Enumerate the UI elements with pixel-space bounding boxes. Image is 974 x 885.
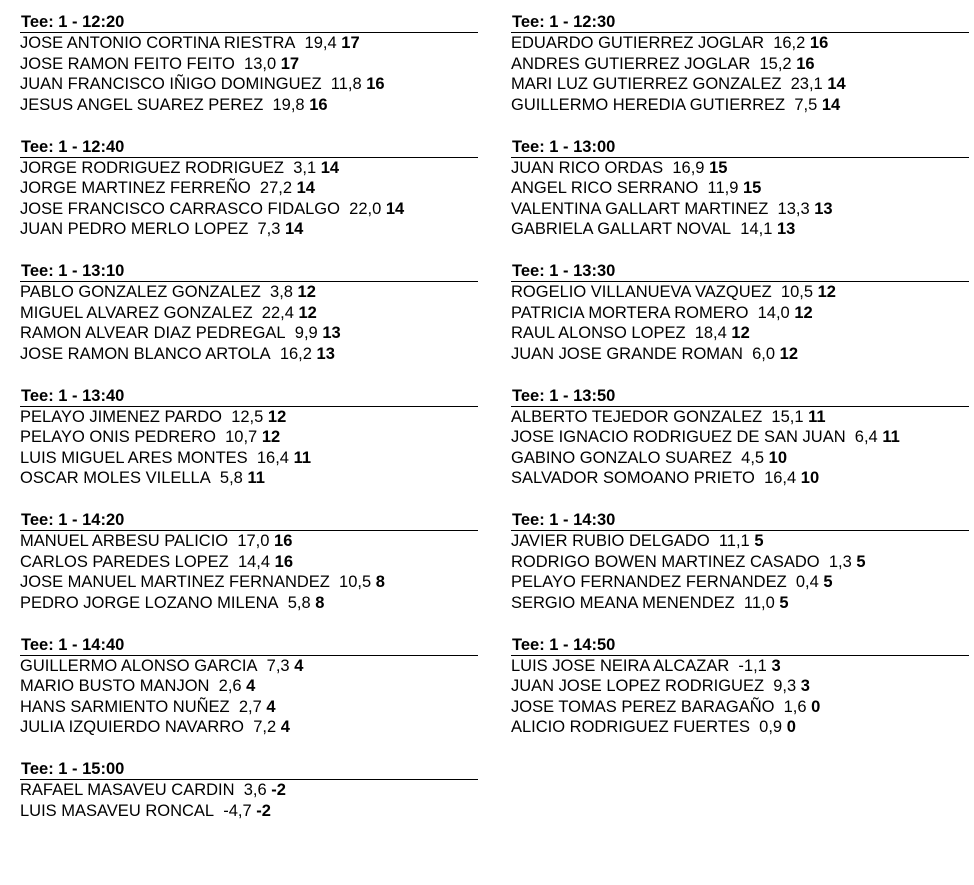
tee-time-heading: Tee: 1 - 13:40 xyxy=(20,387,478,407)
player-name: LUIS MASAVEU RONCAL xyxy=(20,801,215,820)
player-row xyxy=(20,199,478,220)
player-score: 8 xyxy=(315,593,325,612)
player-score: 4 xyxy=(246,677,256,695)
player-name: GABRIELA GALLART NOVAL xyxy=(511,220,732,238)
player-handicap: 1,3 xyxy=(828,552,852,571)
player-row xyxy=(511,552,969,573)
player-name: PEDRO JORGE LOZANO MILENA xyxy=(20,593,279,612)
player-name: JUAN RICO ORDAS xyxy=(511,158,664,177)
player-handicap: 13,3 xyxy=(777,199,810,218)
player-name: PELAYO FERNANDEZ FERNANDEZ xyxy=(511,573,787,591)
player-name: ANDRES GUTIERREZ JOGLAR xyxy=(511,54,751,73)
player-score: 16 xyxy=(309,95,328,114)
player-score: 11 xyxy=(808,407,826,426)
player-score: 11 xyxy=(293,448,312,467)
player-handicap: 1,6 xyxy=(783,697,807,716)
player-handicap: 16,4 xyxy=(764,469,797,487)
tee-group xyxy=(20,13,478,138)
tee-time-heading: Tee: 1 - 14:40 xyxy=(20,636,478,656)
player-score: 12 xyxy=(779,344,799,363)
player-name: PABLO GONZALEZ GONZALEZ xyxy=(20,283,261,301)
player-name: JOSE MANUEL MARTINEZ FERNANDEZ xyxy=(20,573,330,591)
player-handicap: 19,4 xyxy=(304,34,337,52)
player-row xyxy=(511,158,969,179)
player-name: EDUARDO GUTIERREZ JOGLAR xyxy=(511,34,765,52)
player-row xyxy=(20,158,478,179)
player-handicap: 5,8 xyxy=(287,593,311,612)
player-row xyxy=(20,552,478,573)
player-handicap: 2,7 xyxy=(238,697,262,716)
player-name: RAFAEL MASAVEU CARDIN xyxy=(20,781,235,799)
player-score: 13 xyxy=(316,344,335,363)
player-name: LUIS JOSE NEIRA ALCAZAR xyxy=(511,656,730,675)
tee-group xyxy=(20,511,478,636)
player-name: ROGELIO VILLANUEVA VAZQUEZ xyxy=(511,283,772,301)
player-name: JOSE ANTONIO CORTINA RIESTRA xyxy=(20,34,296,52)
player-handicap: 27,2 xyxy=(259,179,293,197)
tee-time-heading: Tee: 1 - 13:30 xyxy=(511,262,969,282)
player-score: 5 xyxy=(754,532,764,550)
player-name: PELAYO JIMENEZ PARDO xyxy=(20,407,223,426)
player-score: 12 xyxy=(297,283,316,301)
player-handicap: 7,5 xyxy=(794,95,818,114)
player-row xyxy=(20,303,478,324)
tee-time-heading: Tee: 1 - 13:00 xyxy=(511,138,969,158)
player-row xyxy=(511,199,969,220)
player-score: 16 xyxy=(796,54,815,73)
player-row xyxy=(20,780,478,801)
player-score: 10 xyxy=(768,448,788,467)
player-row xyxy=(20,468,478,489)
player-row xyxy=(511,303,969,324)
player-name: JOSE RAMON BLANCO ARTOLA xyxy=(20,344,271,363)
player-name: GUILLERMO ALONSO GARCIA xyxy=(20,656,258,675)
player-score: 12 xyxy=(817,283,836,301)
player-row xyxy=(511,344,969,365)
player-handicap: 9,9 xyxy=(294,324,318,342)
player-handicap: 11,8 xyxy=(330,75,362,93)
player-handicap: 7,2 xyxy=(253,718,277,736)
tee-time-heading: Tee: 1 - 12:20 xyxy=(20,13,478,33)
player-score: 16 xyxy=(274,532,293,550)
tee-time-heading: Tee: 1 - 12:30 xyxy=(511,13,969,33)
player-row xyxy=(20,74,478,95)
player-name: JUAN JOSE LOPEZ RODRIGUEZ xyxy=(511,677,765,695)
player-row xyxy=(20,178,478,199)
player-score: 8 xyxy=(375,573,385,591)
player-handicap: 13,0 xyxy=(244,54,277,73)
player-handicap: 3,8 xyxy=(270,283,293,301)
player-score: 11 xyxy=(247,469,265,487)
player-handicap: -1,1 xyxy=(738,656,767,675)
player-row xyxy=(20,407,478,428)
player-name: SERGIO MEANA MENENDEZ xyxy=(511,593,735,612)
player-score: 10 xyxy=(800,469,820,487)
player-handicap: 14,0 xyxy=(757,303,790,322)
player-name: MIGUEL ALVAREZ GONZALEZ xyxy=(20,303,253,322)
player-handicap: 22,4 xyxy=(261,303,294,322)
player-score: 12 xyxy=(794,303,813,322)
player-row xyxy=(20,219,478,240)
player-score: 12 xyxy=(298,303,317,322)
player-handicap: 15,2 xyxy=(759,54,792,73)
player-name: GUILLERMO HEREDIA GUTIERREZ xyxy=(511,95,786,114)
player-score: 5 xyxy=(856,552,866,571)
player-row xyxy=(511,717,969,738)
player-row xyxy=(511,572,969,593)
right-column xyxy=(511,13,969,760)
player-score: 4 xyxy=(280,718,290,736)
player-name: JOSE IGNACIO RODRIGUEZ DE SAN JUAN xyxy=(511,428,846,446)
player-score: 17 xyxy=(280,54,300,73)
player-row xyxy=(20,717,478,738)
tee-time-heading: Tee: 1 - 14:50 xyxy=(511,636,969,656)
player-score: 15 xyxy=(743,179,762,197)
player-handicap: 19,8 xyxy=(272,95,305,114)
player-handicap: 10,7 xyxy=(225,428,258,446)
tee-time-heading: Tee: 1 - 14:20 xyxy=(20,511,478,531)
player-handicap: 2,6 xyxy=(218,677,242,695)
player-handicap: 23,1 xyxy=(790,75,823,93)
tee-group xyxy=(511,262,969,387)
tee-group xyxy=(511,636,969,761)
player-row xyxy=(20,323,478,344)
player-score: 14 xyxy=(385,199,405,218)
player-row xyxy=(511,427,969,448)
player-name: VALENTINA GALLART MARTINEZ xyxy=(511,199,769,218)
player-score: 13 xyxy=(322,324,341,342)
player-name: JUAN JOSE GRANDE ROMAN xyxy=(511,344,743,363)
player-handicap: 14,1 xyxy=(740,220,773,238)
player-row xyxy=(20,697,478,718)
player-row xyxy=(511,282,969,303)
player-score: 14 xyxy=(285,220,304,238)
player-row xyxy=(511,697,969,718)
player-handicap: 7,3 xyxy=(266,656,290,675)
player-score: 4 xyxy=(266,697,276,716)
player-score: 3 xyxy=(771,656,781,675)
player-handicap: 16,2 xyxy=(279,344,312,363)
player-score: 14 xyxy=(320,158,340,177)
player-score: 16 xyxy=(274,552,294,571)
player-score: 12 xyxy=(267,407,287,426)
player-name: OSCAR MOLES VILELLA xyxy=(20,469,211,487)
player-score: 14 xyxy=(821,95,841,114)
player-handicap: 5,8 xyxy=(219,469,243,487)
player-row xyxy=(20,344,478,365)
player-score: 13 xyxy=(814,199,833,218)
player-row xyxy=(511,531,969,552)
tee-group xyxy=(511,13,969,138)
player-handicap: 6,4 xyxy=(854,428,878,446)
player-handicap: 0,4 xyxy=(795,573,819,591)
player-handicap: 11,0 xyxy=(743,593,775,612)
player-score: 16 xyxy=(809,34,829,52)
player-handicap: 10,5 xyxy=(780,283,814,301)
player-name: JAVIER RUBIO DELGADO xyxy=(511,532,710,550)
player-handicap: 3,6 xyxy=(243,781,267,799)
tee-group xyxy=(20,387,478,512)
player-name: SALVADOR SOMOANO PRIETO xyxy=(511,469,755,487)
tee-time-heading: Tee: 1 - 13:10 xyxy=(20,262,478,282)
player-score: 5 xyxy=(823,573,833,591)
player-name: LUIS MIGUEL ARES MONTES xyxy=(20,448,248,467)
player-name: ALICIO RODRIGUEZ FUERTES xyxy=(511,718,750,736)
player-score: -2 xyxy=(256,801,271,820)
player-row xyxy=(20,572,478,593)
tee-group xyxy=(20,262,478,387)
player-name: MARIO BUSTO MANJON xyxy=(20,677,210,695)
player-row xyxy=(511,448,969,469)
player-handicap: 9,3 xyxy=(773,677,797,695)
player-name: MANUEL ARBESU PALICIO xyxy=(20,532,229,550)
player-row xyxy=(20,656,478,677)
player-handicap: 22,0 xyxy=(349,199,382,218)
player-name: HANS SARMIENTO NUÑEZ xyxy=(20,697,230,716)
player-row xyxy=(511,656,969,677)
player-handicap: 16,2 xyxy=(773,34,806,52)
player-row xyxy=(20,801,478,822)
player-handicap: -4,7 xyxy=(223,801,252,820)
player-score: -2 xyxy=(271,781,286,799)
tee-group xyxy=(511,387,969,512)
player-score: 12 xyxy=(261,428,281,446)
player-name: JUAN PEDRO MERLO LOPEZ xyxy=(20,220,249,238)
tee-time-heading: Tee: 1 - 15:00 xyxy=(20,760,478,780)
player-handicap: 17,0 xyxy=(237,532,270,550)
player-row xyxy=(511,54,969,75)
player-name: ALBERTO TEJEDOR GONZALEZ xyxy=(511,407,763,426)
player-score: 0 xyxy=(811,697,821,716)
tee-group xyxy=(20,636,478,761)
player-score: 0 xyxy=(786,718,796,736)
player-handicap: 16,9 xyxy=(672,158,705,177)
player-row xyxy=(511,219,969,240)
player-row xyxy=(511,468,969,489)
left-column xyxy=(20,13,478,885)
player-handicap: 12,5 xyxy=(231,407,264,426)
player-row xyxy=(511,407,969,428)
player-name: JULIA IZQUIERDO NAVARRO xyxy=(20,718,245,736)
player-name: JOSE RAMON FEITO FEITO xyxy=(20,54,235,73)
player-row xyxy=(20,54,478,75)
player-handicap: 6,0 xyxy=(752,344,776,363)
tee-group xyxy=(20,138,478,263)
player-score: 14 xyxy=(296,179,315,197)
player-row xyxy=(511,593,969,614)
player-name: JOSE TOMAS PEREZ BARAGAÑO xyxy=(511,697,775,716)
player-name: JORGE MARTINEZ FERREÑO xyxy=(20,179,251,197)
tee-time-heading: Tee: 1 - 14:30 xyxy=(511,511,969,531)
player-row xyxy=(20,676,478,697)
player-row xyxy=(20,95,478,116)
player-name: JESUS ANGEL SUAREZ PEREZ xyxy=(20,95,264,114)
player-row xyxy=(20,282,478,303)
player-row xyxy=(511,676,969,697)
player-score: 17 xyxy=(341,34,360,52)
tee-group xyxy=(511,511,969,636)
player-row xyxy=(511,178,969,199)
player-row xyxy=(20,448,478,469)
player-name: ANGEL RICO SERRANO xyxy=(511,179,699,197)
player-row xyxy=(20,531,478,552)
player-name: PATRICIA MORTERA ROMERO xyxy=(511,303,749,322)
player-handicap: 3,1 xyxy=(293,158,317,177)
tee-time-heading: Tee: 1 - 12:40 xyxy=(20,138,478,158)
player-score: 12 xyxy=(731,324,750,342)
player-handicap: 7,3 xyxy=(257,220,281,238)
tee-time-heading: Tee: 1 - 13:50 xyxy=(511,387,969,407)
player-name: RAUL ALONSO LOPEZ xyxy=(511,324,686,342)
player-score: 11 xyxy=(882,428,900,446)
player-row xyxy=(511,33,969,54)
player-handicap: 14,4 xyxy=(237,552,271,571)
player-name: CARLOS PAREDES LOPEZ xyxy=(20,552,229,571)
player-score: 15 xyxy=(709,158,728,177)
player-score: 5 xyxy=(779,593,789,612)
player-row xyxy=(20,427,478,448)
player-name: PELAYO ONIS PEDRERO xyxy=(20,428,216,446)
player-name: MARI LUZ GUTIERREZ GONZALEZ xyxy=(511,75,782,93)
player-row xyxy=(511,74,969,95)
player-handicap: 4,5 xyxy=(741,448,765,467)
player-score: 16 xyxy=(366,75,385,93)
player-score: 13 xyxy=(777,220,796,238)
player-name: RAMON ALVEAR DIAZ PEDREGAL xyxy=(20,324,286,342)
player-score: 14 xyxy=(827,75,846,93)
player-handicap: 11,1 xyxy=(718,532,750,550)
tee-group xyxy=(511,138,969,263)
player-name: GABINO GONZALO SUAREZ xyxy=(511,448,732,467)
player-name: RODRIGO BOWEN MARTINEZ CASADO xyxy=(511,552,820,571)
player-row xyxy=(20,33,478,54)
player-name: JUAN FRANCISCO IÑIGO DOMINGUEZ xyxy=(20,75,322,93)
player-handicap: 11,9 xyxy=(707,179,739,197)
player-name: JOSE FRANCISCO CARRASCO FIDALGO xyxy=(20,199,340,218)
player-handicap: 18,4 xyxy=(694,324,727,342)
player-score: 4 xyxy=(294,656,304,675)
player-row xyxy=(511,323,969,344)
player-name: JORGE RODRIGUEZ RODRIGUEZ xyxy=(20,158,285,177)
player-score: 3 xyxy=(800,677,810,695)
player-handicap: 16,4 xyxy=(256,448,289,467)
tee-group xyxy=(20,760,478,885)
player-handicap: 15,1 xyxy=(771,407,804,426)
player-handicap: 10,5 xyxy=(339,573,372,591)
player-row xyxy=(20,593,478,614)
player-row xyxy=(511,95,969,116)
player-handicap: 0,9 xyxy=(759,718,783,736)
